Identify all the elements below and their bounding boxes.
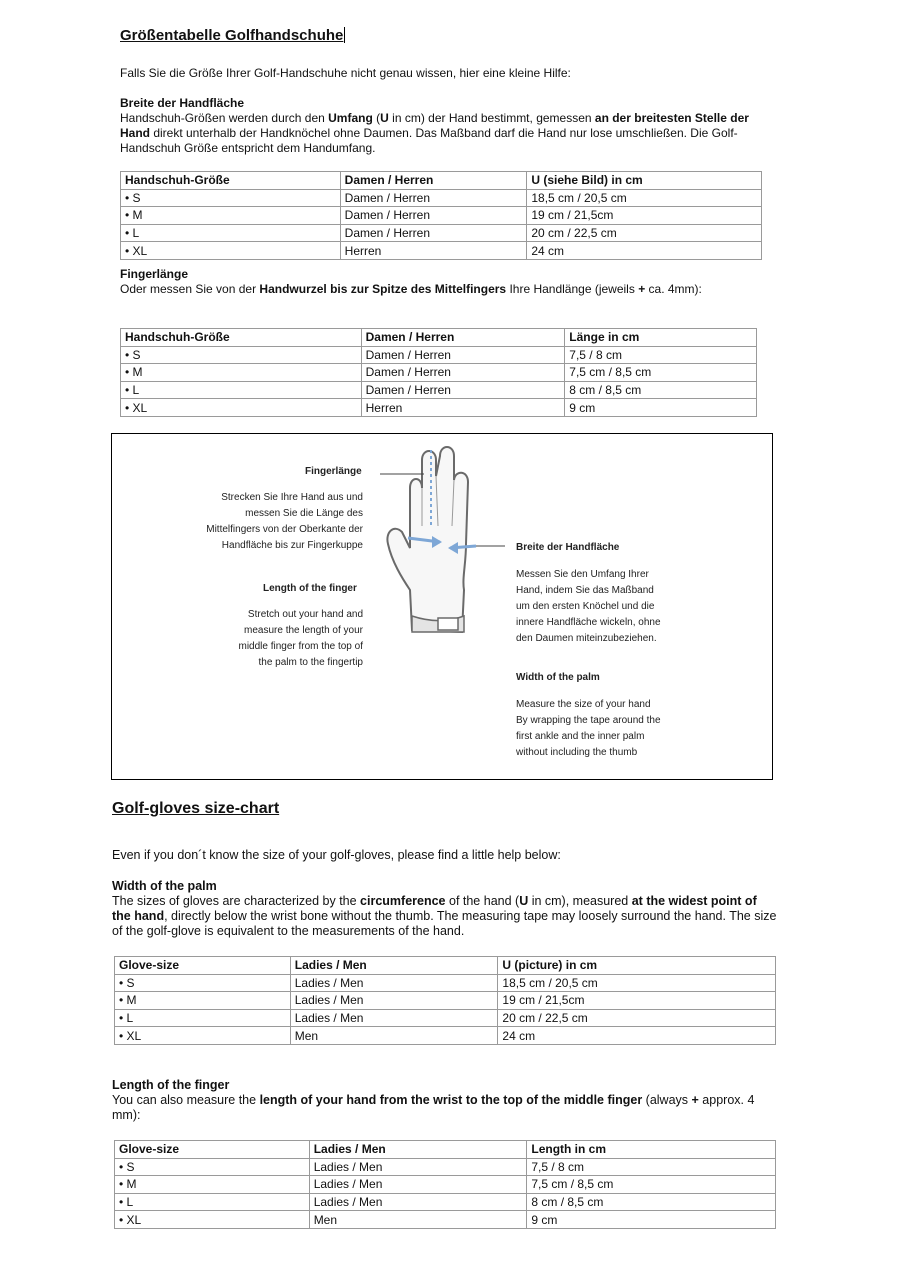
finger-section-german: [120, 267, 760, 297]
finger-heading-german: Fingerlänge: [120, 267, 189, 281]
table-cell: • M: [121, 364, 362, 382]
table-cell: Ladies / Men: [290, 992, 498, 1010]
figure-palm-text-de: Messen Sie den Umfang Ihrer Hand, indem Sie das Maßband um den ersten Knöchel und die innere Handfläche wickeln, ohne den Daumen miteinzubeziehen.: [516, 569, 661, 644]
table-cell: • XL: [121, 242, 341, 260]
table-cell: Damen / Herren: [361, 346, 565, 364]
page-title-english: Golf-gloves size-chart: [112, 800, 280, 817]
table-header: Ladies / Men: [290, 957, 498, 975]
table-cell: Ladies / Men: [290, 974, 498, 992]
table-cell: • XL: [115, 1211, 310, 1229]
intro-german: Falls Sie die Größe Ihrer Golf-Handschuhe nicht genau wissen, hier eine kleine Hilfe:: [120, 66, 571, 80]
table-cell: 19 cm / 21,5cm: [498, 992, 776, 1010]
table-cell: Ladies / Men: [309, 1158, 527, 1176]
table-header: Length in cm: [527, 1141, 776, 1159]
table-cell: 7,5 cm / 8,5 cm: [527, 1176, 776, 1194]
velcro-tab: [438, 618, 458, 630]
table-row: [121, 207, 762, 225]
table-header-row: [121, 329, 757, 347]
table-cell: 18,5 cm / 20,5 cm: [498, 974, 776, 992]
table-header: U (picture) in cm: [498, 957, 776, 975]
table-cell: Ladies / Men: [309, 1176, 527, 1194]
table-header: Damen / Herren: [340, 172, 527, 190]
table-cell: • L: [121, 381, 362, 399]
table-cell: 19 cm / 21,5cm: [527, 207, 762, 225]
intro-english: Even if you don´t know the size of your golf-gloves, please find a little help below:: [112, 848, 561, 862]
palm-text-english: The sizes of gloves are characterized by the circumference of the hand (U in cm), measured at the widest point of the hand, directly below the wrist bone without the thumb. The measuring tape may loosely surround the hand. The size of the golf-glove is equivalent to the measurements of the hand.: [112, 894, 777, 938]
figure-finger-text-en: Stretch out your hand and measure the length of your middle finger from the top of the palm to the fingertip: [238, 609, 363, 668]
table-header: Glove-size: [115, 957, 291, 975]
figure-palm-title-en: Width of the palm: [516, 672, 600, 683]
finger-size-table-english: [114, 1140, 776, 1229]
table-row: [115, 1027, 776, 1045]
table-row: [121, 189, 762, 207]
finger-size-table-german: [120, 328, 757, 417]
table-cell: Damen / Herren: [361, 381, 565, 399]
table-row: [115, 1158, 776, 1176]
table-cell: 7,5 cm / 8,5 cm: [565, 364, 757, 382]
table-cell: • S: [115, 974, 291, 992]
figure-palm-title-de: Breite der Handfläche: [516, 542, 620, 553]
table-cell: 7,5 / 8 cm: [565, 346, 757, 364]
palm-section-english: [112, 879, 777, 939]
table-header-row: [115, 957, 776, 975]
table-cell: 18,5 cm / 20,5 cm: [527, 189, 762, 207]
table-cell: • L: [115, 1009, 291, 1027]
table-cell: • XL: [121, 399, 362, 417]
finger-section-english: [112, 1078, 772, 1123]
table-cell: Herren: [340, 242, 527, 260]
figure-finger-text-de: Strecken Sie Ihre Hand aus und messen Sie die Länge des Mittelfingers von der Oberkante der Handfläche bis zur Fingerkuppe: [206, 492, 363, 551]
table-cell: 7,5 / 8 cm: [527, 1158, 776, 1176]
table-header: Damen / Herren: [361, 329, 565, 347]
page-title-german: Größentabelle Golfhandschuhe: [120, 27, 344, 44]
palm-section-german: [120, 96, 770, 156]
table-row: [115, 1211, 776, 1229]
table-row: [121, 346, 757, 364]
palm-text-german: Handschuh-Größen werden durch den Umfang (U in cm) der Hand bestimmt, gemessen an der breitesten Stelle der Hand direkt unterhalb der Handknöchel ohne Daumen. Das Maßband darf die Hand nur lose umschließen. Die Golf-Handschuh Größe entspricht dem Handumfang.: [120, 111, 749, 155]
table-cell: 20 cm / 22,5 cm: [498, 1009, 776, 1027]
table-header: Länge in cm: [565, 329, 757, 347]
table-row: [121, 381, 757, 399]
table-cell: • M: [115, 992, 291, 1010]
table-cell: • L: [115, 1193, 310, 1211]
palm-heading-german: Breite der Handfläche: [120, 96, 245, 110]
table-header: Glove-size: [115, 1141, 310, 1159]
table-row: [121, 242, 762, 260]
table-cell: 8 cm / 8,5 cm: [565, 381, 757, 399]
table-cell: 24 cm: [527, 242, 762, 260]
palm-heading-english: Width of the palm: [112, 879, 217, 893]
table-cell: Damen / Herren: [340, 207, 527, 225]
table-row: [121, 224, 762, 242]
table-header-row: [121, 172, 762, 190]
table-header: Handschuh-Größe: [121, 329, 362, 347]
table-cell: Men: [309, 1211, 527, 1229]
table-header: Handschuh-Größe: [121, 172, 341, 190]
table-cell: • M: [115, 1176, 310, 1194]
table-row: [121, 364, 757, 382]
figure-finger-title-de: Fingerlänge: [305, 466, 362, 477]
table-cell: Men: [290, 1027, 498, 1045]
table-cell: • S: [121, 189, 341, 207]
table-cell: Damen / Herren: [340, 224, 527, 242]
table-cell: Ladies / Men: [309, 1193, 527, 1211]
table-cell: 24 cm: [498, 1027, 776, 1045]
table-row: [121, 399, 757, 417]
table-cell: • S: [121, 346, 362, 364]
finger-text-german: Oder messen Sie von der Handwurzel bis zur Spitze des Mittelfingers Ihre Handlänge (jeweils + ca. 4mm):: [120, 282, 702, 296]
table-cell: 20 cm / 22,5 cm: [527, 224, 762, 242]
table-cell: • L: [121, 224, 341, 242]
table-header: U (siehe Bild) in cm: [527, 172, 762, 190]
table-cell: 9 cm: [565, 399, 757, 417]
table-cell: • M: [121, 207, 341, 225]
palm-size-table-english: [114, 956, 776, 1045]
table-cell: Ladies / Men: [290, 1009, 498, 1027]
table-cell: Damen / Herren: [340, 189, 527, 207]
table-row: [115, 1176, 776, 1194]
glove-illustration: [380, 440, 505, 650]
table-cell: Damen / Herren: [361, 364, 565, 382]
table-cell: • S: [115, 1158, 310, 1176]
finger-text-english: You can also measure the length of your hand from the wrist to the top of the middle finger (always + approx. 4 mm):: [112, 1093, 755, 1122]
figure-finger-title-en: Length of the finger: [263, 583, 357, 594]
table-cell: 8 cm / 8,5 cm: [527, 1193, 776, 1211]
table-cell: • XL: [115, 1027, 291, 1045]
table-header-row: [115, 1141, 776, 1159]
table-cell: 9 cm: [527, 1211, 776, 1229]
table-row: [115, 1009, 776, 1027]
finger-heading-english: Length of the finger: [112, 1078, 230, 1092]
palm-size-table-german: [120, 171, 762, 260]
text-cursor: [344, 27, 345, 43]
table-cell: Herren: [361, 399, 565, 417]
figure-palm-text-en: Measure the size of your hand By wrapping the tape around the first ankle and the inner palm without including the thumb: [516, 699, 661, 758]
table-row: [115, 992, 776, 1010]
table-row: [115, 974, 776, 992]
table-row: [115, 1193, 776, 1211]
table-header: Ladies / Men: [309, 1141, 527, 1159]
